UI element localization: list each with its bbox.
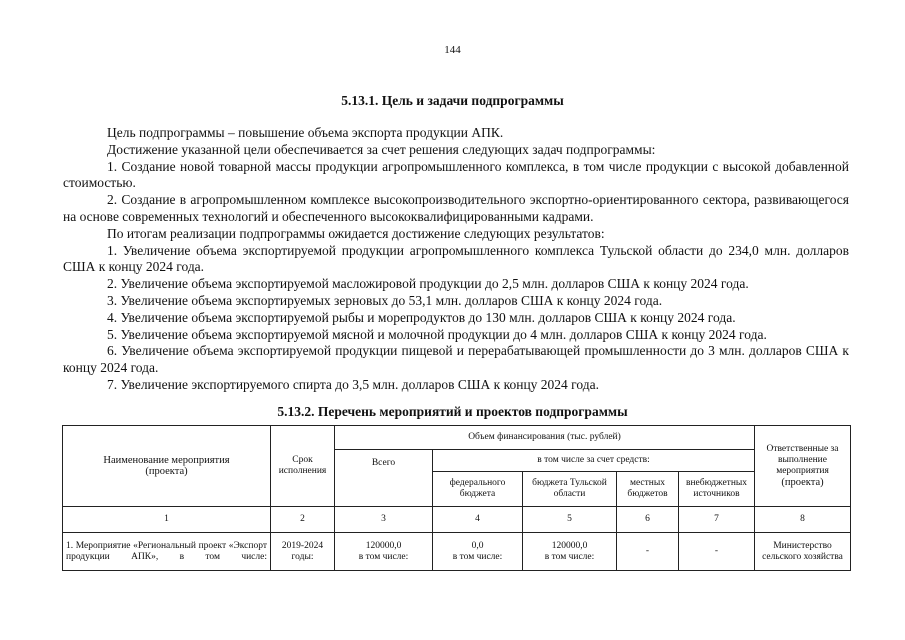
header-term: Срок исполнения bbox=[271, 426, 335, 507]
row-term: 2019-2024 годы: bbox=[271, 533, 335, 571]
header-sources: в том числе за счет средств: bbox=[433, 450, 755, 472]
row-regional bbox=[523, 533, 617, 571]
column-number-1: 1 bbox=[63, 507, 271, 533]
header-name-line1: Наименование мероприятия bbox=[103, 455, 230, 466]
row-regional-note: в том числе: bbox=[544, 551, 595, 562]
header-local: местных бюджетов bbox=[617, 472, 679, 507]
row-total-note: в том числе: bbox=[358, 551, 409, 562]
paragraph-results-intro: По итогам реализации подпрограммы ожидается достижение следующих результатов: bbox=[107, 225, 605, 241]
row-total bbox=[335, 533, 433, 571]
paragraph-result-6: 6. Увеличение объема экспортируемой продукции пищевой и перерабатывающей промышленности до 3 млн. долларов США к концу 2024 года. bbox=[63, 343, 849, 376]
paragraph-tasks-intro: Достижение указанной цели обеспечивается за счет решения следующих задач подпрограммы: bbox=[107, 141, 656, 157]
goal-text-block bbox=[63, 125, 849, 394]
row-federal-note: в том числе: bbox=[452, 551, 503, 562]
column-number-2: 2 bbox=[271, 507, 335, 533]
paragraph-result-3: 3. Увеличение объема экспортируемых зерновых до 53,1 млн. долларов США к концу 2024 года. bbox=[107, 292, 663, 308]
header-financing: Объем финансирования (тыс. рублей) bbox=[335, 426, 755, 450]
row-federal bbox=[433, 533, 523, 571]
paragraph-result-1: 1. Увеличение объема экспортируемой продукции агропромышленного комплекса Тульской области до 234,0 млн. долларов США к концу 2024 года. bbox=[63, 242, 849, 275]
column-number-8: 8 bbox=[755, 507, 851, 533]
header-name-line2: (проекта) bbox=[145, 466, 188, 477]
paragraph-result-2: 2. Увеличение объема экспортируемой масложировой продукции до 2,5 млн. долларов США к концу 2024 года. bbox=[107, 276, 749, 292]
header-responsible-line1: Ответственные за выполнение мероприятия bbox=[766, 444, 839, 476]
row-name: 1. Мероприятие «Региональный проект «Экспорт продукции АПК», в том числе: bbox=[63, 533, 271, 571]
row-responsible: Министерство сельского хозяйства bbox=[755, 533, 851, 571]
column-number-3: 3 bbox=[335, 507, 433, 533]
measures-table bbox=[62, 425, 851, 571]
header-responsible bbox=[755, 426, 851, 507]
header-offbudget: внебюджетных источников bbox=[679, 472, 755, 507]
row-offbudget: - bbox=[679, 533, 755, 571]
column-number-4: 4 bbox=[433, 507, 523, 533]
row-federal-value: 0,0 bbox=[471, 540, 484, 551]
paragraph-task-1: 1. Создание новой товарной массы продукции агропромышленного комплекса, в том числе продукции с высокой добавленной стоимостью. bbox=[63, 158, 849, 191]
table-row bbox=[63, 533, 851, 571]
paragraph-goal: Цель подпрограммы – повышение объема экспорта продукции АПК. bbox=[107, 125, 504, 140]
paragraph-result-7: 7. Увеличение экспортируемого спирта до 3,5 млн. долларов США к концу 2024 года. bbox=[107, 376, 599, 392]
column-number-6: 6 bbox=[617, 507, 679, 533]
paragraph-task-2: 2. Создание в агропромышленном комплексе высокопроизводительного экспортно-ориентированного сектора, развивающегося на основе современных технологий и обеспеченного высококвалифицированными кадрами. bbox=[63, 192, 849, 224]
header-total: Всего bbox=[335, 450, 433, 507]
header-responsible-line2: (проекта) bbox=[781, 477, 824, 488]
paragraph-result-5: 5. Увеличение объема экспортируемой мясной и молочной продукции до 4 млн. долларов США к концу 2024 года. bbox=[107, 326, 767, 342]
header-regional: бюджета Тульской области bbox=[523, 472, 617, 507]
row-regional-value: 120000,0 bbox=[551, 540, 588, 551]
row-total-value: 120000,0 bbox=[365, 540, 402, 551]
section-title-measures: 5.13.2. Перечень мероприятий и проектов подпрограммы bbox=[277, 404, 628, 419]
column-number-5: 5 bbox=[523, 507, 617, 533]
header-federal: федерального бюджета bbox=[433, 472, 523, 507]
column-number-7: 7 bbox=[679, 507, 755, 533]
header-name bbox=[63, 426, 271, 507]
paragraph-result-4: 4. Увеличение объема экспортируемой рыбы и морепродуктов до 130 млн. долларов США к концу 2024 года. bbox=[107, 309, 736, 325]
section-title-goal: 5.13.1. Цель и задачи подпрограммы bbox=[341, 93, 564, 108]
page-number: 144 bbox=[444, 44, 461, 56]
row-local: - bbox=[617, 533, 679, 571]
